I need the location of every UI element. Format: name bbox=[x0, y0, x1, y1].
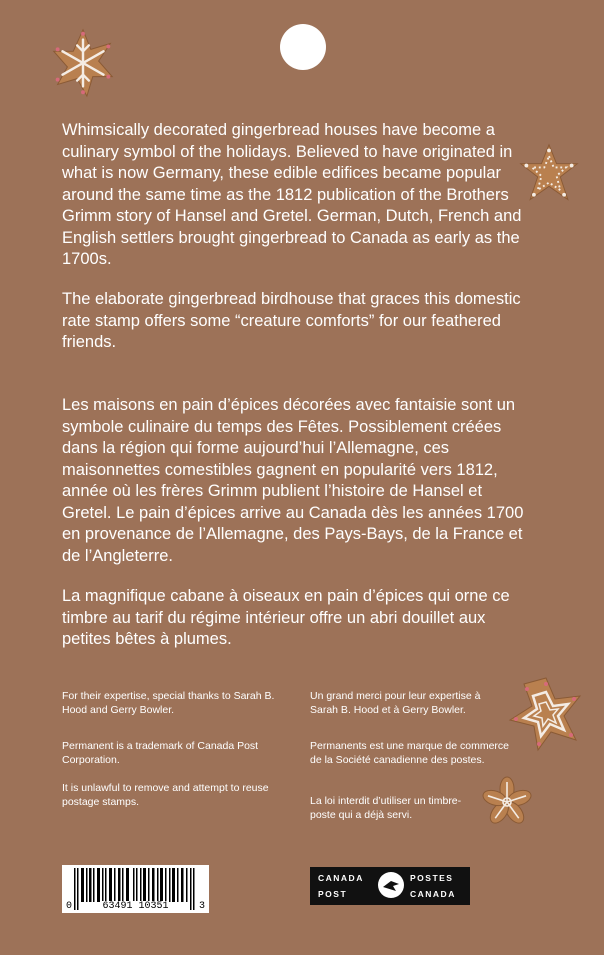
thanks-fr: Un grand merci pour leur expertise à Sarah B. Hood et à Gerry Bowler. bbox=[310, 690, 481, 716]
law-fr: La loi interdit d’utiliser un timbre-poste qui a déjà servi. bbox=[310, 795, 462, 821]
barcode-digit-left: 0 bbox=[66, 901, 73, 912]
logo-post: POST bbox=[318, 889, 348, 899]
canada-post-logo-icon bbox=[310, 867, 470, 905]
logo-canada: CANADA bbox=[318, 873, 364, 883]
trademark-fr: Permanents est une marque de commerce de la Société canadienne des postes. bbox=[310, 740, 510, 766]
law-en: It is unlawful to remove and attempt to reuse postage stamps. bbox=[62, 782, 269, 808]
barcode-digit-right: 3 bbox=[198, 901, 205, 912]
logo-postes: POSTES bbox=[410, 873, 454, 883]
french-paragraph-1: Les maisons en pain d’épices décorées avec fantaisie sont un symbole culinaire du temps des Fêtes. Possiblement créées dans la région qui forme aujourd’hui l’Allemagne, ces maisonnettes comestibles gagnent en popularité vers 1812, année où les frères Grimm publient l’histoire de Hansel et Gretel. Le pain d’épices arrive au Canada dès les années 1700 en provenance de l’Allemagne, des Pays-Bays, de la France et de l’Angleterre. bbox=[62, 396, 524, 565]
hang-hole bbox=[280, 24, 326, 70]
gingerbread-double-star-cookie-icon bbox=[500, 675, 592, 753]
gingerbread-snowflake-cookie-icon bbox=[44, 22, 122, 104]
english-paragraph-1: Whimsically decorated gingerbread houses have become a culinary symbol of the holidays. Believed to have originated in what is now Germany, these edible edifices became popular around the same time as the 1812 publication of the Brothers Grimm story of Hansel and Gretel. German, Dutch, French and English settlers brought gingerbread to Canada as early as the 1700s. bbox=[62, 121, 522, 268]
upc-barcode bbox=[62, 865, 209, 913]
logo-canada-fr: CANADA bbox=[410, 889, 456, 899]
barcode-digits bbox=[62, 901, 209, 912]
english-paragraph-2: The elaborate gingerbread birdhouse that graces this domestic rate stamp offers some “creature comforts” for our feathered friends. bbox=[62, 290, 521, 351]
french-paragraph-2: La magnifique cabane à oiseaux en pain d’épices qui orne ce timbre au tarif du régime intérieur offre un abri douillet aux petites bêtes à plumes. bbox=[62, 587, 510, 648]
gingerbread-flower-cookie-icon bbox=[480, 776, 534, 828]
barcode-digits-middle: 63491 10351 bbox=[102, 901, 169, 912]
canada-post-mark-icon bbox=[378, 872, 404, 898]
trademark-en: Permanent is a trademark of Canada Post Corporation. bbox=[62, 740, 259, 766]
thanks-en: For their expertise, special thanks to Sarah B. Hood and Gerry Bowler. bbox=[62, 690, 275, 716]
